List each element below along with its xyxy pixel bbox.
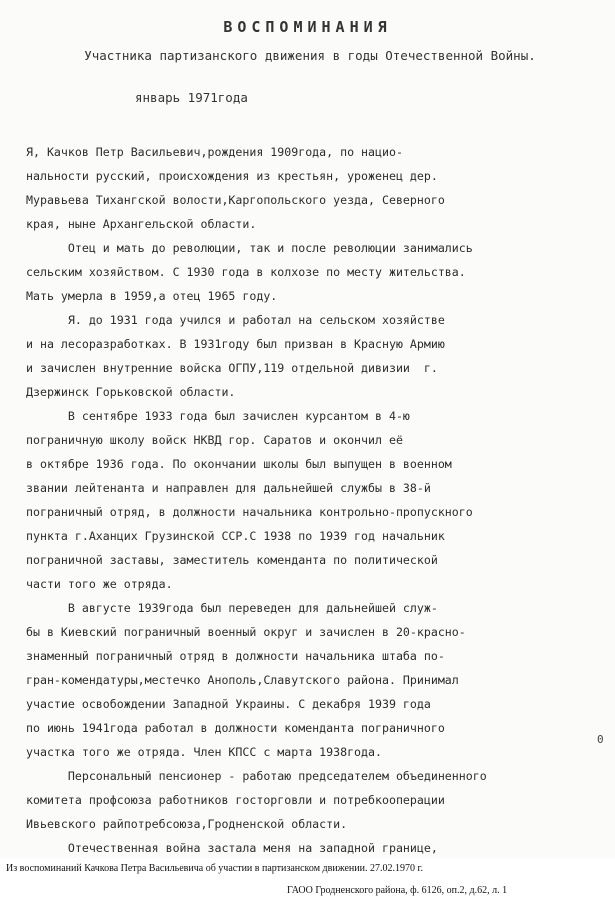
text-line: Муравьева Тихангской волости,Каргопольского уезда, Северного bbox=[26, 193, 445, 207]
text-line: пункта г.Аханцих Грузинской ССР.С 1938 по 1939 год начальник bbox=[26, 529, 445, 543]
text-line: и на лесоразработках. В 1931году был призван в Красную Армию bbox=[26, 337, 445, 351]
text-line: В августе 1939года был переведен для дальнейшей служ- bbox=[26, 601, 438, 615]
text-line: пограничной заставы, заместитель коменданта по политической bbox=[26, 553, 438, 567]
document-subtitle: Участника партизанского движения в годы Отечественной Войны. bbox=[84, 48, 536, 63]
image-caption: Из воспоминаний Качкова Петра Васильевича об участии в партизанском движении. 27.02.1970 г. bbox=[6, 863, 423, 874]
text-line: участка того же отряда. Член КПСС с марта 1938года. bbox=[26, 745, 382, 759]
text-line: звании лейтенанта и направлен для дальнейшей службы в 38-й bbox=[26, 481, 431, 495]
margin-mark: 0 bbox=[597, 733, 604, 746]
text-line: Дзержинск Горьковской области. bbox=[26, 385, 236, 399]
text-line: по июнь 1941года работал в должности коменданта пограничного bbox=[26, 721, 445, 735]
text-line: нальности русский, происхождения из крестьян, уроженец дер. bbox=[26, 169, 438, 183]
document-body bbox=[26, 140, 611, 858]
text-line: края, ныне Архангельской области. bbox=[26, 217, 257, 231]
text-line: пограничную школу войск НКВД гор. Саратов и окончил её bbox=[26, 433, 403, 447]
text-line: Я, Качков Петр Васильевич,рождения 1909года, по нацио- bbox=[26, 145, 403, 159]
document-date: январь 1971года bbox=[135, 90, 248, 105]
text-line: Отечественная война застала меня на западной границе, bbox=[26, 841, 438, 855]
text-line: части того же отряда. bbox=[26, 577, 173, 591]
text-line: и зачислен внутренние войска ОГПУ,119 отдельной дивизии г. bbox=[26, 361, 438, 375]
archive-reference: ГАОО Гродненского района, ф. 6126, оп.2, д.62, л. 1 bbox=[287, 885, 508, 896]
text-line: сельским хозяйством. С 1930 года в колхозе по месту жительства. bbox=[26, 265, 466, 279]
text-line: Мать умерла в 1959,а отец 1965 году. bbox=[26, 289, 278, 303]
document-title: ВОСПОМИНАНИЯ bbox=[223, 18, 392, 36]
text-line: Персональный пенсионер - работаю председателем объединенного bbox=[26, 769, 487, 783]
text-line: знаменный пограничный отряд в должности начальника штаба по- bbox=[26, 649, 445, 663]
text-line: в октябре 1936 года. По окончании школы был выпущен в военном bbox=[26, 457, 452, 471]
text-line: бы в Киевский пограничный военный округ и зачислен в 20-красно- bbox=[26, 625, 466, 639]
text-line: Отец и мать до революции, так и после революции занимались bbox=[26, 241, 473, 255]
text-line: В сентябре 1933 года был зачислен курсантом в 4-ю bbox=[26, 409, 410, 423]
text-line: участие освобождении Западной Украины. С декабря 1939 года bbox=[26, 697, 431, 711]
text-line: пограничный отряд, в должности начальника контрольно-пропускного bbox=[26, 505, 473, 519]
text-line: Я. до 1931 года учился и работал на сельском хозяйстве bbox=[26, 313, 445, 327]
text-line: комитета профсоюза работников госторговли и потребкооперации bbox=[26, 793, 445, 807]
text-line: Ивьевского райпотребсоюза,Гродненской области. bbox=[26, 817, 348, 831]
text-line: гран-комендатуры,местечко Анополь,Славутского района. Принимал bbox=[26, 673, 459, 687]
